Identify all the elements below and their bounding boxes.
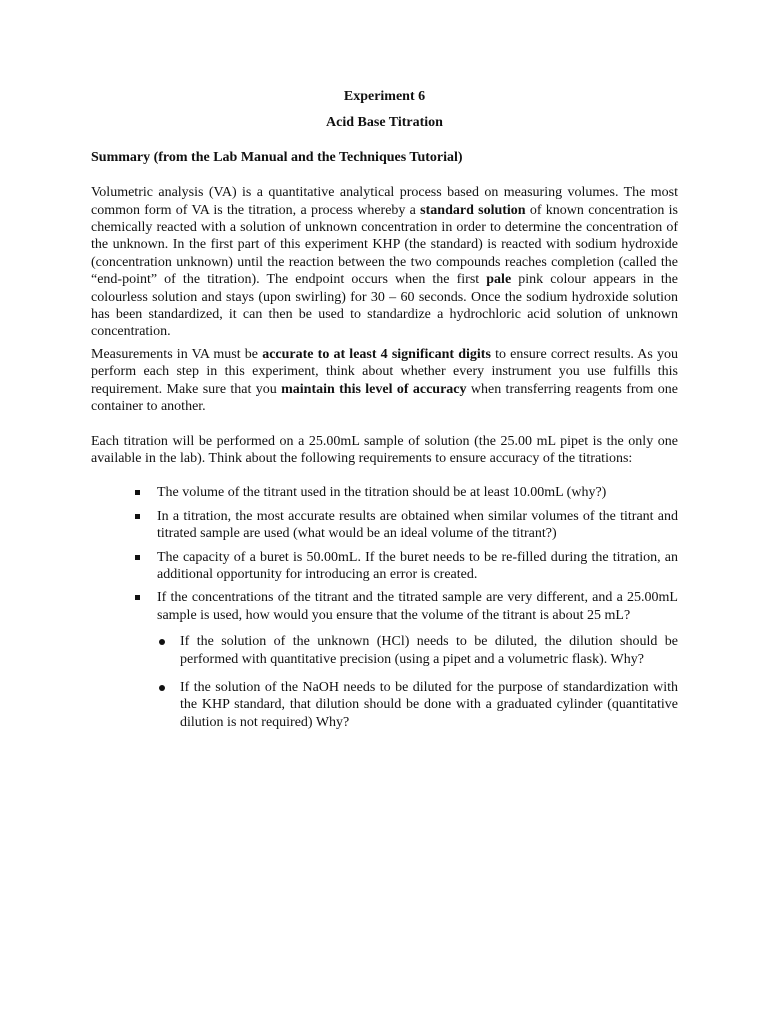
dilution-sublist xyxy=(91,633,678,731)
intro-bold-standard-solution: standard solution xyxy=(420,202,526,218)
square-bullet-icon xyxy=(135,490,140,495)
summary-heading: Summary (from the Lab Manual and the Techniques Tutorial) xyxy=(91,149,463,165)
sublist-item-text: If the solution of the NaOH needs to be diluted for the purpose of standardization with the KHP standard, that dilution should be done with a graduated cylinder (quantitative dilution is not required) Why? xyxy=(180,679,678,730)
round-bullet-icon xyxy=(159,639,165,645)
list-item xyxy=(91,484,678,501)
list-item xyxy=(91,549,678,584)
list-item-text: If the concentrations of the titrant and the titrated sample are very different, and a 25.00mL sample is used, how would you ensure that the volume of the titrant is about 25 mL? xyxy=(157,590,678,623)
titration-paragraph: Each titration will be performed on a 25.00mL sample of solution (the 25.00 mL pipet is the only one available in the lab). Think about the following requirements to ensure accuracy of the titrations: xyxy=(91,433,678,466)
intro-bold-pale: pale xyxy=(486,272,512,288)
sublist-item xyxy=(91,633,678,668)
document-title: Experiment 6 xyxy=(343,89,426,104)
list-item-text: In a titration, the most accurate results are obtained when similar volumes of the titrant and titrated sample are used (what would be an ideal volume of the titrant?) xyxy=(157,508,678,542)
requirements-list xyxy=(91,484,678,731)
list-item xyxy=(91,589,678,731)
accuracy-text-3: when transferring reagents from one container to another. xyxy=(91,381,678,415)
document-page xyxy=(91,88,678,742)
accuracy-paragraph xyxy=(91,346,678,416)
intro-text-3: pink colour appears in the colourless solution and stays (upon swirling) for 30 – 60 seconds. Once the sodium hydroxide solution has been standardized, it can then be used to standardize a hydrochloric acid solution of unknown concentration. xyxy=(91,272,679,340)
sublist-item xyxy=(91,679,678,731)
list-item xyxy=(91,508,678,543)
intro-paragraph xyxy=(91,184,678,341)
accuracy-bold-maintain: maintain this level of accuracy xyxy=(281,381,467,397)
round-bullet-icon xyxy=(159,685,165,691)
square-bullet-icon xyxy=(135,555,140,560)
intro-text-2: of known concentration is chemically reacted with a solution of unknown concentration in order to determine the concentration of the unknown. In the first part of this experiment KHP (the standard) is reacted with sodium hydroxide (concentration unknown) until the reaction between the two compounds reaches completion (called the “end-point” of the titration). The endpoint occurs when the first xyxy=(91,202,678,288)
accuracy-text-1: Measurements in VA must be xyxy=(91,346,263,362)
accuracy-bold-significant-digits: accurate to at least 4 significant digits xyxy=(262,346,491,362)
square-bullet-icon xyxy=(135,514,140,519)
intro-text-1: Volumetric analysis (VA) is a quantitative analytical process based on measuring volumes. The most common form of VA is the titration, a process whereby a xyxy=(91,185,678,218)
list-item-text: The capacity of a buret is 50.00mL. If the buret needs to be re-filled during the titration, an additional opportunity for introducing an error is created. xyxy=(157,549,678,582)
document-subtitle: Acid Base Titration xyxy=(326,115,443,131)
square-bullet-icon xyxy=(135,595,140,600)
accuracy-text-2: to ensure correct results. As you perform each step in this experiment, think about whether every instrument you use fulfills this requirement. Make sure that you xyxy=(91,346,678,397)
list-item-text: The volume of the titrant used in the titration should be at least 10.00mL (why?) xyxy=(157,485,607,501)
sublist-item-text: If the solution of the unknown (HCl) needs to be diluted, the dilution should be performed with quantitative precision (using a pipet and a volumetric flask). Why? xyxy=(180,634,678,667)
